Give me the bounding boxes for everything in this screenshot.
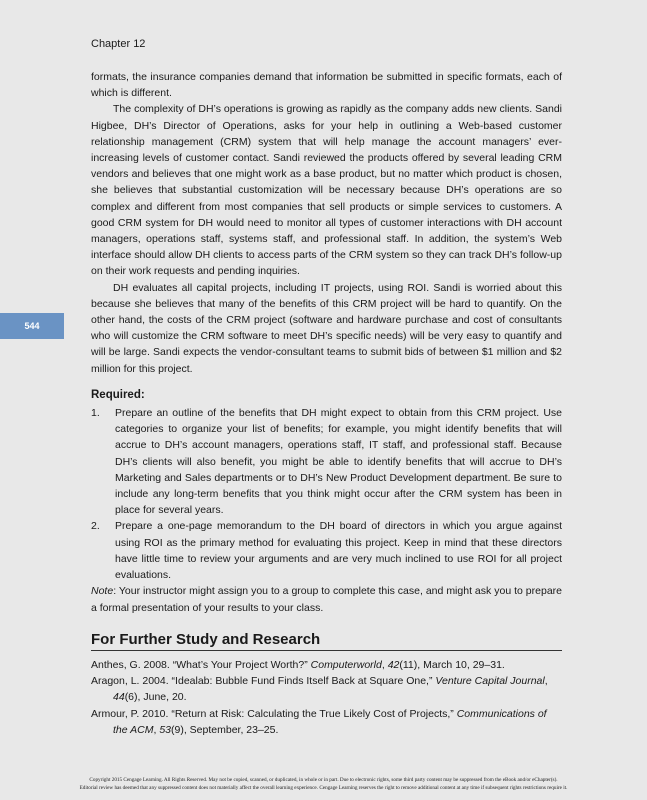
reference-text: Anthes, G. 2008. “What’s Your Project Worth?”	[91, 658, 311, 671]
reference-sep: ,	[153, 723, 160, 736]
reference-source: Venture Capital Journal	[435, 675, 545, 688]
note-text: : Your instructor might assign you to a group to complete this case, and might ask you to prepare a formal presentation of your results to your class.	[91, 585, 562, 614]
reference-tail: (6), June, 20.	[124, 691, 187, 704]
paragraph-crm-complexity: The complexity of DH’s operations is growing as rapidly as the company adds new clients. Sandi Higbee, DH’s Director of Operations, asks for your help in outlining a Web-based customer relationship management (CRM) system that will help manage the account managers’ ever-increasing levels of customer contact. Sandi reviewed the products offered by several leading CRM vendors and believes that one might work as a base product, but no matter which product is chosen, she believes that substantial customization will be necessary because DH’s operations are so complex and different from most companies that sell products or simple services to customers. A good CRM system for DH would need to monitor all types of customer interactions with DH account managers, operations staff, systems staff, and professional staff. In addition, the system’s Web interface should allow DH clients to access parts of the CRM system so they can track DH’s follow-up on their work requests and pending inquiries.	[91, 103, 562, 278]
reference-volume: 44	[113, 691, 125, 704]
reference-tail: (11), March 10, 29–31.	[399, 658, 505, 671]
reference-sep: ,	[381, 658, 388, 671]
reference-item	[91, 657, 562, 673]
required-list	[91, 405, 562, 583]
copyright-line-1: Copyright 2015 Cengage Learning. All Rights Reserved. May not be copied, scanned, or duplicated, in whole or in part. Due to electronic rights, some third party content may be suppressed from the eBook and/or eChapter(s).	[89, 777, 558, 783]
reference-volume: 53	[159, 723, 171, 736]
reference-sep: ,	[544, 675, 548, 688]
chapter-header: Chapter 12	[91, 38, 146, 50]
further-study-heading: For Further Study and Research	[91, 632, 562, 651]
note-paragraph	[91, 583, 562, 615]
list-item-text: Prepare a one-page memorandum to the DH board of directors in which you argue against using ROI as the primary method for evaluating this project. Keep in mind that these directors have little time to review your arguments and are very much inclined to use ROI for all project evaluations.	[115, 520, 562, 582]
copyright-footer	[20, 776, 627, 792]
reference-source: Computerworld	[310, 658, 382, 671]
note-label: Note	[91, 585, 114, 598]
list-item-number: 2.	[91, 520, 100, 533]
paragraph-continued: formats, the insurance companies demand that information be submitted in specific formats, each of which is different.	[91, 71, 562, 100]
page-number-tab	[0, 313, 64, 339]
reference-text: Armour, P. 2010. “Return at Risk: Calculating the True Likely Cost of Projects,”	[91, 707, 457, 720]
list-item-number: 1.	[91, 407, 100, 420]
reference-item	[91, 673, 562, 705]
reference-item	[91, 706, 562, 738]
required-heading: Required:	[91, 388, 145, 401]
page-body	[91, 69, 562, 738]
copyright-line-2: Editorial review has deemed that any suppressed content does not materially affect the overall learning experience. Cengage Learning reserves the right to remove additional content at any time if subsequent rights restrictions require it.	[79, 785, 568, 791]
paragraph-roi: DH evaluates all capital projects, including IT projects, using ROI. Sandi is worried about this because she believes that many of the benefits of this CRM project will be hard to quantify. On the other hand, the costs of the CRM project (software and hardware purchase and cost of consultants who will customize the CRM software to meet DH’s specific needs) will be very easy to quantify and will be large. Sandi expects the vendor-consultant teams to submit bids of between $1 million and $2 million for this project.	[91, 281, 562, 375]
list-item	[91, 405, 562, 518]
reference-text: Aragon, L. 2004. “Idealab: Bubble Fund Finds Itself Back at Square One,”	[91, 675, 436, 688]
page-number: 544	[24, 321, 40, 331]
reference-source: Communications of the ACM	[113, 707, 547, 736]
reference-tail: (9), September, 23–25.	[171, 723, 279, 736]
list-item-text: Prepare an outline of the benefits that DH might expect to obtain from this CRM project. Use categories to organize your list of benefits; for example, you might identify benefits that will accrue to DH’s account managers, operations staff, IT staff, and professional staff. Because DH’s clients will also benefit, you might be able to identify benefits that will accrue to DH’s Marketing and Sales departments or to DH’s New Product Development department. Be sure to include any long-term benefits that you think might occur after the CRM system has been in place for several years.	[115, 407, 562, 517]
list-item	[91, 518, 562, 583]
reference-volume: 42	[387, 658, 400, 671]
